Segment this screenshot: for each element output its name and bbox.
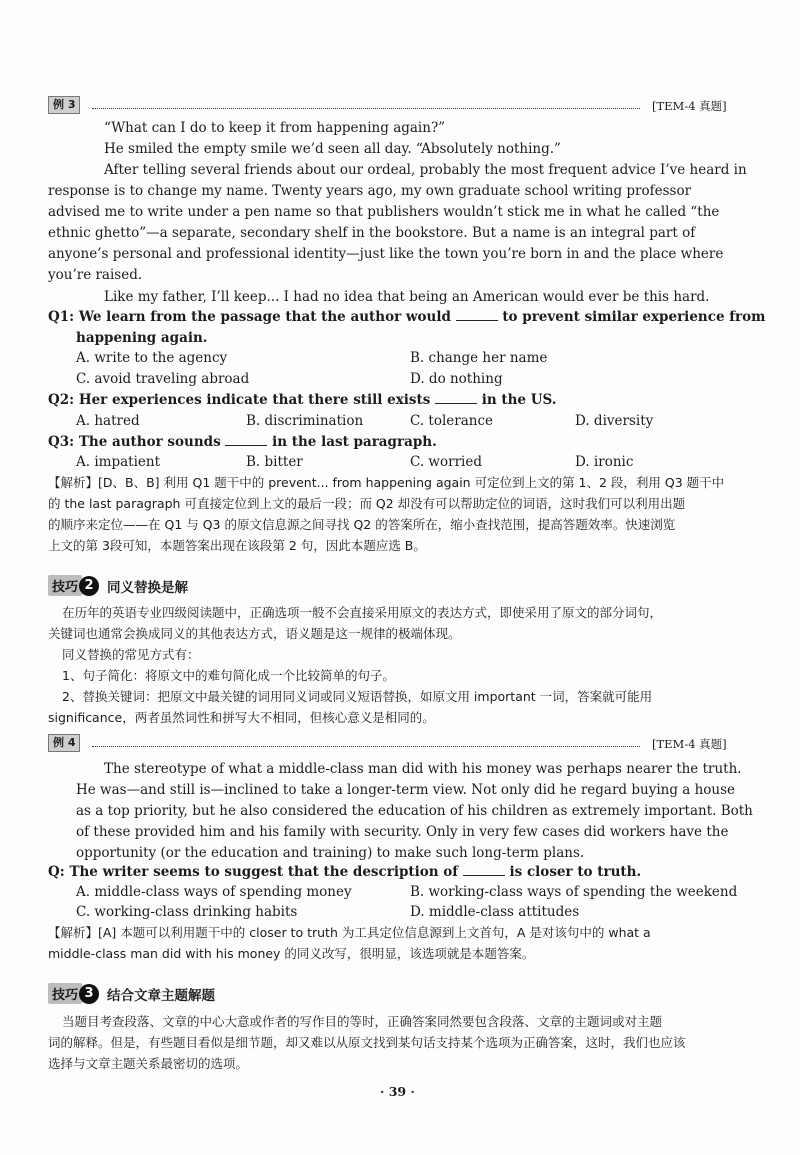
passage-line: of these provided him and his family with security. Only in very few cases did workers have the bbox=[76, 824, 729, 840]
passage-line: He was—and still is—inclined to take a longer-term view. Not only did he regard buying a house bbox=[76, 782, 736, 798]
answer-blank bbox=[435, 391, 477, 404]
option: C. worried bbox=[410, 454, 482, 470]
option: D. middle-class attitudes bbox=[410, 904, 580, 920]
skill-3-heading bbox=[48, 983, 215, 1004]
passage-line: “What can I do to keep it from happening again?” bbox=[104, 120, 446, 136]
analysis-line: middle-class man did with his money 的同义改写，很明显，该选项就是本题答案。 bbox=[48, 946, 535, 961]
passage-line: you’re raised. bbox=[48, 267, 143, 283]
skill-title: 同义替换是解 bbox=[107, 579, 189, 596]
skill-number-badge: 2 bbox=[79, 576, 99, 596]
answer-blank bbox=[456, 308, 498, 321]
skill-line: 当题目考查段落、文章的中心大意或作者的写作目的等时，正确答案同然要包含段落、文章的主题词或对主题 bbox=[62, 1014, 663, 1029]
skill-line: significance，两者虽然词性和拼写大不相同，但核心意义是相同的。 bbox=[48, 710, 435, 725]
option: C. working-class drinking habits bbox=[76, 904, 298, 920]
analysis-line: 的顺序来定位——在 Q1 与 Q3 的原文信息源之间寻找 Q2 的答案所在，缩小查找范围，提高答题效率。快速浏览 bbox=[48, 517, 676, 532]
example-4-tag: 例 4 bbox=[48, 734, 80, 752]
passage-line: opportunity (or the education and training) to make such long-term plans. bbox=[76, 845, 585, 861]
passage-line: After telling several friends about our ordeal, probably the most frequent advice I’ve heard in bbox=[104, 162, 747, 178]
option: D. ironic bbox=[575, 454, 634, 470]
skill-number-badge: 3 bbox=[79, 984, 99, 1004]
answer-blank bbox=[463, 863, 505, 876]
option: B. bitter bbox=[246, 454, 303, 470]
passage-line: ethnic ghetto”—a separate, secondary shelf in the bookstore. But a name is an integral part of bbox=[48, 225, 696, 241]
skill-line: 1、句子简化：将原文中的难句简化成一个比较简单的句子。 bbox=[62, 668, 395, 683]
question-1-cont: happening again. bbox=[76, 330, 208, 346]
analysis-line: 【解析】[D、B、B] 利用 Q1 题干中的 prevent... from happening again 可定位到上文的第 1、2 段，利用 Q3 题干中 bbox=[48, 475, 725, 490]
question-2: Q2: Her experiences indicate that there still exists in the US. bbox=[48, 392, 557, 408]
example-3-source: [TEM-4 真题] bbox=[652, 99, 727, 113]
skill-line: 2、替换关键词：把原文中最关键的词用同义词或同义短语替换，如原文用 important 一词，答案就可能用 bbox=[62, 689, 653, 704]
question-3: Q3: The author sounds in the last paragraph. bbox=[48, 434, 437, 450]
option: C. avoid traveling abroad bbox=[76, 371, 250, 387]
skill-line: 词的解释。但是，有些题目看似是细节题，却又难以从原文找到某句话支持某个选项为正确答案，这时，我们也应该 bbox=[48, 1035, 686, 1050]
question-1: Q1: We learn from the passage that the author would to prevent similar experience from bbox=[48, 309, 766, 325]
skill-tag: 技巧 bbox=[48, 575, 82, 596]
option: D. diversity bbox=[575, 413, 654, 429]
option: A. hatred bbox=[76, 413, 140, 429]
question: Q: The writer seems to suggest that the description of is closer to truth. bbox=[48, 864, 642, 880]
skill-2-heading bbox=[48, 575, 188, 596]
option: B. discrimination bbox=[246, 413, 364, 429]
skill-tag: 技巧 bbox=[48, 983, 82, 1004]
analysis-line: 上文的第 3段可知，本题答案出现在该段第 2 句，因此本题应选 B。 bbox=[48, 538, 426, 553]
skill-title: 结合文章主题解题 bbox=[107, 987, 216, 1004]
skill-line: 关键词也通常会换成同义的其他表达方式，语义题是这一规律的极端体现。 bbox=[48, 626, 461, 641]
analysis-line: 的 the last paragraph 可直接定位到上文的最后一段；而 Q2 却没有可以帮助定位的词语，这时我们可以利用出题 bbox=[48, 496, 686, 511]
option: B. working-class ways of spending the weekend bbox=[410, 884, 738, 900]
passage-line: Like my father, I’ll keep... I had no idea that being an American would ever be this hard. bbox=[104, 289, 710, 305]
example-3-tag: 例 3 bbox=[48, 96, 80, 114]
answer-blank bbox=[225, 433, 267, 446]
option: D. do nothing bbox=[410, 371, 503, 387]
option: A. write to the agency bbox=[76, 350, 228, 366]
passage-line: response is to change my name. Twenty years ago, my own graduate school writing professor bbox=[48, 183, 692, 199]
passage-line: anyone’s personal and professional identity—just like the town you’re born in and the place where bbox=[48, 246, 724, 262]
skill-line: 同义替换的常见方式有： bbox=[62, 647, 200, 662]
dotted-leader bbox=[92, 746, 640, 747]
passage-line: as a top priority, but he also considered the education of his children as extremely important. Both bbox=[76, 803, 753, 819]
option: A. impatient bbox=[76, 454, 160, 470]
example-4-source: [TEM-4 真题] bbox=[652, 737, 727, 751]
dotted-leader bbox=[92, 108, 640, 109]
passage-line: advised me to write under a pen name so that publishers wouldn’t stick me in what he called “the bbox=[48, 204, 720, 220]
passage-line: The stereotype of what a middle-class man did with his money was perhaps nearer the truth. bbox=[104, 761, 742, 777]
analysis-line: 【解析】[A] 本题可以利用题干中的 closer to truth 为工具定位信息源到上文首句，A 是对该句中的 what a bbox=[48, 925, 651, 940]
passage-line: He smiled the empty smile we’d seen all day. “Absolutely nothing.” bbox=[104, 141, 561, 157]
skill-line: 在历年的英语专业四级阅读题中，正确选项一般不会直接采用原文的表达方式，即使采用了原文的部分词句， bbox=[62, 605, 663, 620]
page-number: · 39 · bbox=[380, 1084, 415, 1099]
option: B. change her name bbox=[410, 350, 548, 366]
skill-line: 选择与文章主题关系最密切的选项。 bbox=[48, 1056, 249, 1071]
option: A. middle-class ways of spending money bbox=[76, 884, 352, 900]
option: C. tolerance bbox=[410, 413, 494, 429]
